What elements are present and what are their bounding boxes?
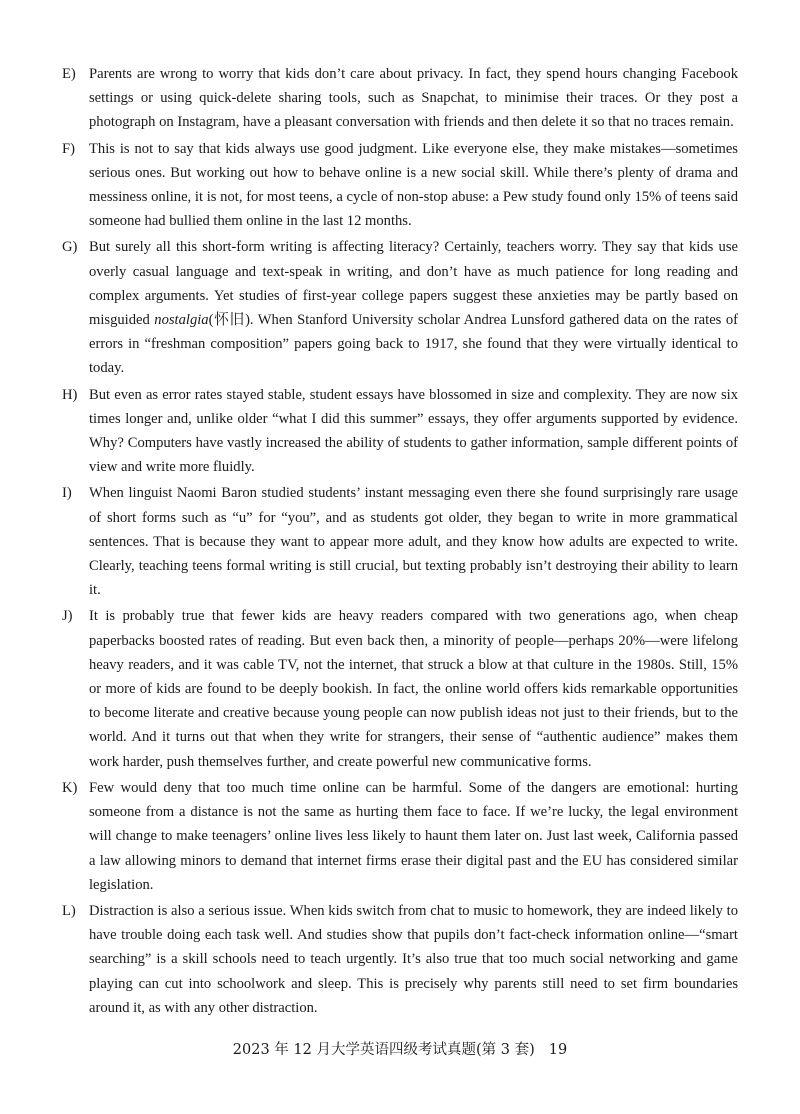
paragraph-k xyxy=(62,776,738,897)
paragraph-h xyxy=(62,383,738,480)
paragraph-g xyxy=(62,235,738,380)
paragraph-letter: K) xyxy=(62,779,78,796)
paragraph-letter: H) xyxy=(62,386,78,403)
paragraph-text xyxy=(89,239,738,376)
paragraph-text: When linguist Naomi Baron studied students’ instant messaging even there she found surprisingly rare usage of short forms such as “u” for “you”, and as students got older, they began to write in more grammatical sentences. That is because they want to appear more adult, and they know how adults are expected to write. Clearly, teaching teens formal writing is still crucial, but texting probably isn’t destroying their ability to learn it. xyxy=(89,485,738,599)
paragraph-text-part: (怀旧). When Stanford University scholar Andrea Lunsford gathered data on the rates of errors in “freshman composition” papers going back to 1917, she found that they were virtually identical to today. xyxy=(89,312,738,377)
paragraph-text: Distraction is also a serious issue. When kids switch from chat to music to homework, they are indeed likely to have trouble doing each task well. And studies show that pupils don’t fact-check information online—“smart searching” is a skill schools need to teach urgently. It’s also true that too much social networking and game playing can cut into schoolwork and sleep. This is precisely why parents still need to set firm boundaries around it, as with any other distraction. xyxy=(89,902,738,1016)
paragraph-l xyxy=(62,899,738,1020)
paragraph-text: This is not to say that kids always use good judgment. Like everyone else, they make mistakes—sometimes serious ones. But working out how to behave online is a new social skill. While there’s plenty of drama and messiness online, it is not, for most teens, a cycle of non-stop abuse: a Pew study found only 15% of teens said someone had bullied them online in the last 12 months. xyxy=(89,140,738,230)
paragraph-list xyxy=(62,62,738,1022)
paragraph-j xyxy=(62,604,738,773)
paragraph-letter: I) xyxy=(62,485,72,502)
paragraph-text: But even as error rates stayed stable, student essays have blossomed in size and complexity. They are now six times longer and, unlike older “what I did this summer” essays, they offer arguments supported by evidence. Why? Computers have vastly increased the ability of students to gather information, sample different points of view and write more fluidly. xyxy=(89,386,738,476)
paragraph-text: Parents are wrong to worry that kids don’t care about privacy. In fact, they spend hours changing Facebook settings or using quick-delete sharing tools, such as Snapchat, to minimise their traces. Or they post a photograph on Instagram, have a pleasant conversation with friends and then delete it so that no traces remain. xyxy=(89,66,738,131)
italic-term: nostalgia xyxy=(154,312,209,329)
paragraph-letter: G) xyxy=(62,239,78,256)
paragraph-f xyxy=(62,137,738,234)
footer-title: 2023 年 12 月大学英语四级考试真题(第 3 套) xyxy=(232,1042,535,1058)
paragraph-text-part: But surely all this short-form writing is affecting literacy? Certainly, teachers worry. They say that kids use overly casual language and text-speak in writing, and don’t have as much patience for long reading and complex arguments. Yet studies of first-year college papers suggest these anxieties may be partly based on misguided xyxy=(89,239,738,329)
page-footer xyxy=(0,1040,800,1060)
paragraph-letter: J) xyxy=(62,608,73,625)
paragraph-letter: E) xyxy=(62,66,76,82)
paragraph-letter: L) xyxy=(62,902,76,919)
paragraph-letter: F) xyxy=(62,140,75,157)
paragraph-text: It is probably true that fewer kids are heavy readers compared with two generations ago, when cheap paperbacks boosted rates of reading. But even back then, a minority of people—perhaps 20%—were lifelong heavy readers, and it was cable TV, not the internet, that struck a blow at that culture in the 1980s. Still, 15% or more of kids are found to be deeply bookish. In fact, the online world offers kids remarkable opportunities to become literate and creative because young people can now publish ideas not just to their friends, but to the world. And it turns out that when they write for strangers, their sense of “authentic audience” makes them work harder, push themselves further, and create powerful new communicative forms. xyxy=(89,608,738,770)
page-number: 19 xyxy=(548,1042,568,1058)
paragraph-e xyxy=(62,62,738,135)
paragraph-text: Few would deny that too much time online can be harmful. Some of the dangers are emotional: hurting someone from a distance is not the same as hurting them face to face. If we’re lucky, the legal environment will change to make teenagers’ online lives less likely to haunt them later on. Just last week, California passed a law allowing minors to demand that internet firms erase their digital past and the EU has considered similar legislation. xyxy=(89,779,738,893)
paragraph-i xyxy=(62,481,738,602)
